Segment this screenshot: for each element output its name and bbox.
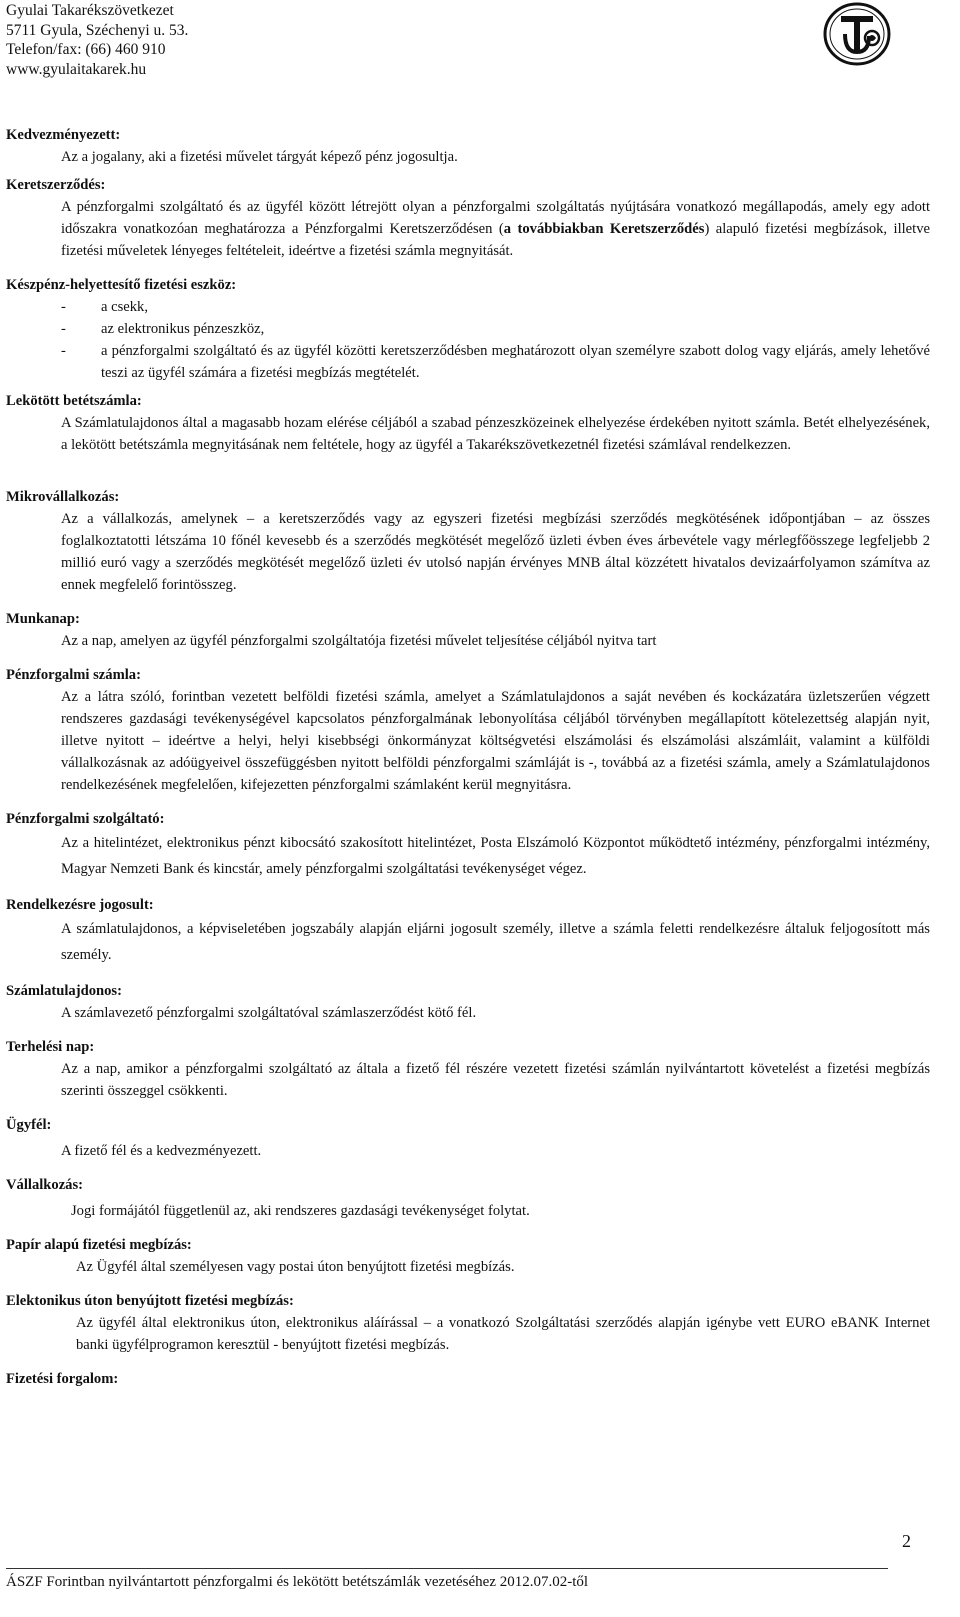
bank-address: 5711 Gyula, Széchenyi u. 53. [6, 21, 189, 39]
def-munkanap: Az a nap, amelyen az ügyfél pénzforgalmi szolgáltatója fizetési művelet teljesítése céljából nyitva tart [61, 633, 657, 649]
term-kedvezmenyezett: Kedvezményezett: [6, 127, 121, 143]
term-keszpenz: Készpénz-helyettesítő fizetési eszköz: [6, 277, 237, 293]
term-keretszerzodes: Keretszerződés: [6, 177, 106, 193]
term-munkanap: Munkanap: [6, 611, 80, 627]
def-szolgaltato: Az a hitelintézet, elektronikus pénzt kibocsátó szakosított hitelintézet, Posta Elszámoló Központot működtető intézmény, pénzforgalmi intézmény, Magyar Nemzeti Bank és kincstár, amely pénzforgalmi szolgáltatási tevékenységet végez. [61, 835, 930, 877]
bank-name: Gyulai Takarékszövetkezet [6, 2, 174, 19]
def-lekotott: A Számlatulajdonos által a magasabb hozam elérése céljából a szabad pénzeszközeinek elhelyezése érdekében nyitott számla. Betét elhelyezésének, a lekötött betétszámla megnyitásának nem feltétele, hogy az ügyfél a Takarékszövetkezetnél fizetési számlával rendelkezzen. [61, 415, 930, 453]
page-footer: ÁSZF Forintban nyilvántartott pénzforgalmi és lekötött betétszámlák vezetéséhez 2012.07.02-től [6, 1574, 589, 1590]
term-rendelkezesre: Rendelkezésre jogosult: [6, 897, 154, 913]
list-item: - a csekk, [61, 299, 149, 315]
term-papir: Papír alapú fizetési megbízás: [6, 1237, 192, 1253]
keyword-tovabbiakban: a továbbiakban Keretszerződés [503, 221, 705, 237]
term-szamlatulajdonos: Számlatulajdonos: [6, 983, 122, 999]
bank-logo [823, 2, 891, 66]
list-item: - az elektronikus pénzeszköz, [61, 321, 265, 337]
def-elektronikus: Az ügyfél által elektronikus úton, elektronikus aláírással – a vonatkozó Szolgáltatási szerződés alapján igénybe vett EURO eBANK Internet banki ügyfélprogramon keresztül - benyújtott fizetési megbízás. [76, 1315, 930, 1353]
def-rendelkezesre: A számlatulajdonos, a képviseletében jogszabály alapján eljárni jogosult személy, illetve a számla feletti rendelkezésre általuk feljogosított más személy. [61, 921, 930, 963]
term-terhelesi: Terhelési nap: [6, 1039, 95, 1055]
term-mikro: Mikrovállalkozás: [6, 489, 120, 505]
def-vallalkozas: Jogi formájától függetlenül az, aki rendszeres gazdasági tevékenységet folytat. [71, 1203, 530, 1219]
list-item: - a pénzforgalmi szolgáltató és az ügyfél közötti keretszerződésben meghatározott olyan személyre szabott dolog vagy eljárás, amely lehetővé teszi az ügyfél számára a fizetési megbízás megtételét. [61, 343, 930, 381]
term-elektronikus: Elektonikus úton benyújtott fizetési megbízás: [6, 1293, 294, 1309]
def-szamlatulajdonos: A számlavezető pénzforgalmi szolgáltatóval számlaszerződést kötő fél. [61, 1005, 477, 1021]
def-ugyfel: A fizető fél és a kedvezményezett. [61, 1143, 262, 1159]
term-forgalom: Fizetési forgalom: [6, 1371, 119, 1387]
term-szolgaltato: Pénzforgalmi szolgáltató: [6, 811, 165, 827]
def-mikro: Az a vállalkozás, amelynek – a keretszerződés vagy az egyszeri fizetési megbízási szerződés megkötésének időpontjában – az összes foglalkoztatotti létszáma 10 főnél kevesebb és a szerződés megkötését megelőző üzleti évben éves árbevétele vagy mérlegfőösszege legfeljebb 2 millió euró vagy a szerződés megkötését megelőző üzleti év utolsó napján érvényes MNB által közzétett hivatalos devizaárfolyamon számítva az ennek megfelelő forintösszeg. [61, 511, 930, 593]
term-penzforgalmi-szamla: Pénzforgalmi számla: [6, 667, 141, 683]
def-keretszerzodes: A pénzforgalmi szolgáltató és az ügyfél között létrejött olyan a pénzforgalmi szolgáltatás nyújtására vonatkozó megállapodás, amely egy adott időszakra vonatkozóan meghatározza a Pénzforgalmi Keretszerződésen (a továbbiakban Keretszerződés) alapuló fizetési megbízások, illetve fizetési műveletek lényeges feltételeit, ideértve a fizetési számla megnyitását. [61, 199, 930, 259]
page-number: 2 [902, 1531, 911, 1551]
bank-address-block [6, 1, 188, 79]
bank-website: www.gyulaitakarek.hu [6, 60, 147, 78]
def-papir: Az Ügyfél által személyesen vagy postai úton benyújtott fizetési megbízás. [76, 1259, 515, 1275]
term-ugyfel: Ügyfél: [6, 1117, 52, 1133]
bank-phone: Telefon/fax: (66) 460 910 [6, 41, 166, 58]
footer-divider [6, 1568, 888, 1569]
definitions-content [6, 124, 930, 1390]
term-lekotott: Lekötött betétszámla: [6, 393, 142, 409]
term-vallalkozas: Vállalkozás: [6, 1177, 84, 1193]
def-penzforgalmi-szamla: Az a látra szóló, forintban vezetett belföldi fizetési számla, amelyet a Számlatulajdonos a saját nevében és kockázatára üzletszerűen végzett rendszeres gazdasági tevékenységével kapcsolatos pénzforgalmának lebonyolítása céljából törvényben megállapított kötelezettség alapján nyit, illetve nyitott – ideértve a helyi, helyi kisebbségi önkormányzat költségvetési elszámolási és elszámolási alszámláit, valamint a külföldi vállalkozásnak az adóügyeivel összefüggésben nyitott belföldi pénzforgalmi számláját is -, továbbá az a fizetési számla, amely a Számlatulajdonos rendelkezésének megfelelően, kifejezetten pénzforgalmi számlaként kerül megnyitásra. [61, 689, 930, 793]
def-terhelesi: Az a nap, amikor a pénzforgalmi szolgáltató az általa a fizető fél részére vezetett fizetési számlán nyilvántartott követelést a fizetési megbízás szerinti összeggel csökkenti. [61, 1061, 930, 1099]
def-kedvezmenyezett: Az a jogalany, aki a fizetési művelet tárgyát képező pénz jogosultja. [61, 149, 458, 165]
